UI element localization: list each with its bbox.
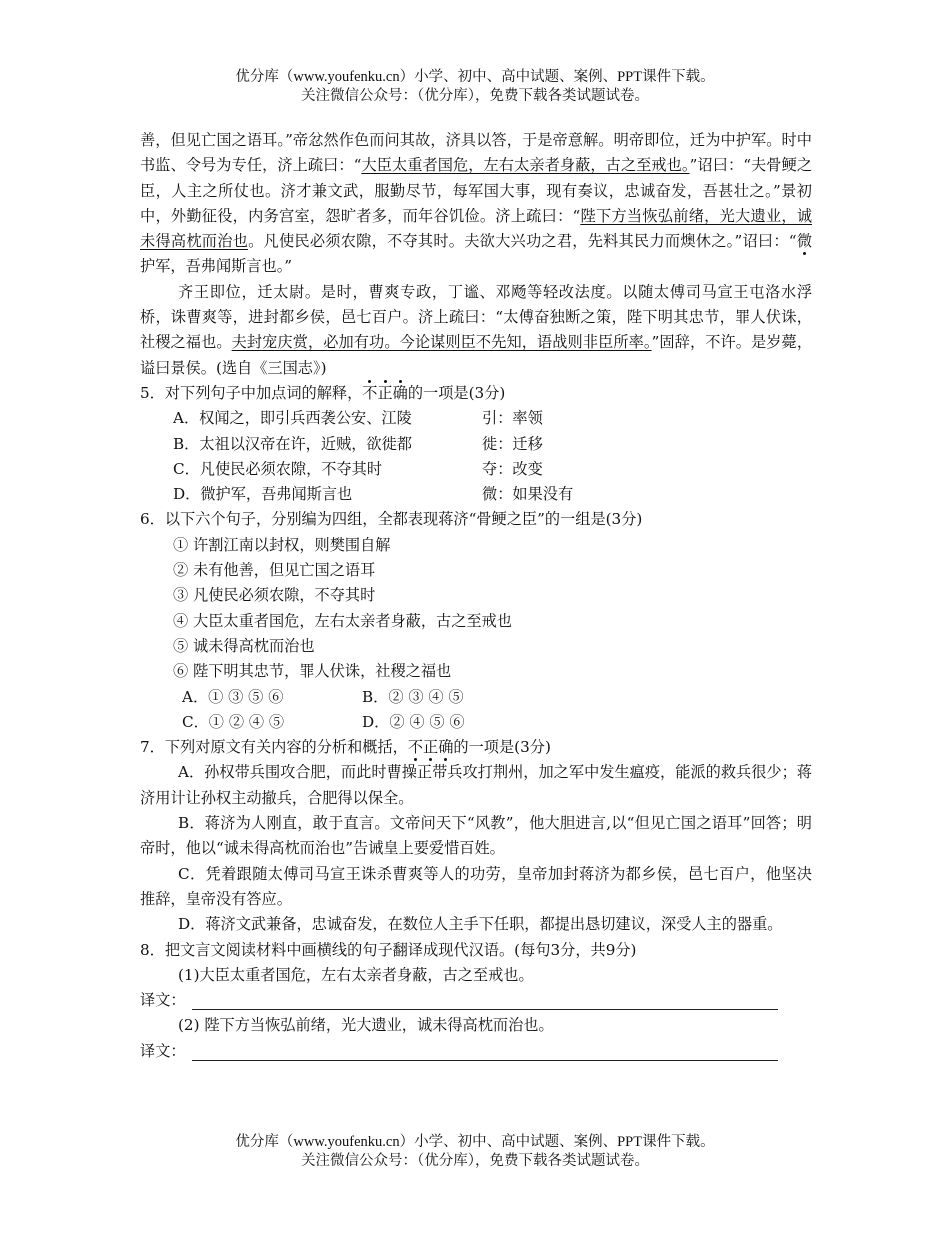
question-7-option-c: C．凭着跟随太傅司马宣王诛杀曹爽等人的功劳，皇帝加封蒋济为都乡侯，邑七百户，他坚决推辞，皇帝没有答应。 xyxy=(140,864,812,908)
emphasis-dot-char: 不 xyxy=(407,738,424,757)
underlined-sentence-3: 夫封宠庆赏，必加有功。今论谋则臣不先知，语战则非臣所率。 xyxy=(231,333,652,352)
option-sentence: B．太祖以汉帝在许，近贼，欲徙都 xyxy=(173,434,412,453)
option-sentence: A．权闻之，即引兵西袭公安、江陵 xyxy=(173,409,412,428)
passage-paragraph-2 xyxy=(140,280,812,381)
option-gloss: 徙：迁移 xyxy=(482,434,543,453)
footer-line-2: 关注微信公众号：（优分库），免费下载各类试题试卷。 xyxy=(301,1153,649,1169)
emphasis-dot-char: 不 xyxy=(362,383,378,402)
question-6-item-4: ④ 大臣太重者国危，左右太亲者身蔽，古之至戒也 xyxy=(173,611,512,630)
underlined-sentence-2: 陛下方当恢弘前绪，光大遗业，诚未得高枕而治也 xyxy=(140,206,813,251)
question-text: 的一项是(3分) xyxy=(453,738,551,757)
choice-d: D．② ④ ⑤ ⑥ xyxy=(362,712,465,731)
translation-line-2[interactable] xyxy=(140,1039,812,1064)
question-6-choices-row-2 xyxy=(140,710,812,735)
answer-blank[interactable] xyxy=(192,1060,778,1061)
passage-text: 护军，吾弗闻斯言也。” xyxy=(140,257,293,276)
question-5-option-a xyxy=(140,406,812,431)
question-5-option-b xyxy=(140,432,812,457)
question-7-option-d: D．蒋济文武兼备，忠诚奋发，在数位人主手下任职，都提出恳切建议，深受人主的器重。 xyxy=(178,915,783,934)
choice-c: C．① ② ④ ⑤ xyxy=(182,712,285,731)
passage-text: 善，但见亡国之语耳。”帝忿然作色而问其故，济具以答，于是帝意解。明帝即位，迁为中护军。时中书监、令号为专任，济上疏曰：“ xyxy=(140,131,812,175)
passage-text: ”诏曰：“夫骨鲠之臣，人主之所仗也。济才兼文武，服勤尽节，每军国大事，现有奏议，忠诚奋发，吾甚壮之。”景初中，外勤征役，内务宫室，怨旷者多，而年谷饥俭。济上疏曰：“ xyxy=(140,156,813,225)
dotted-character: 微 xyxy=(796,232,812,251)
question-8-stem: 8．把文言文阅读材料中画横线的句子翻译成现代汉语。(每句3分，共9分) xyxy=(140,940,637,959)
question-5-option-d xyxy=(140,482,812,507)
translation-label: 译文： xyxy=(140,991,186,1010)
question-6-item-6: ⑥ 陛下明其忠节，罪人伏诛，社稷之福也 xyxy=(173,662,452,681)
passage-text: 齐王即位，迁太尉。是时，曹爽专政，丁谧、邓飏等轻改法度。以随太傅司马宣王屯洛水浮桥，诛曹爽等，进封都乡侯，邑七百户。济上疏曰：“太傅奋独断之策，陛下明其忠节，罪人伏诛，社稷之福也。 xyxy=(140,282,812,352)
passage-text: ”固辞，不许。是岁薨，谥曰景侯。(选自《三国志》) xyxy=(140,333,813,377)
question-7-option-b: B．蒋济为人刚直，敢于直言。文帝问天下“风教”，他大胆进言,以“但见亡国之语耳”回答；明帝时，他以“诚未得高枕而治也”告诫皇上要爱惜百姓。 xyxy=(140,814,812,858)
header-line-2: 关注微信公众号：（优分库），免费下载各类试题试卷。 xyxy=(301,88,649,104)
question-7-stem xyxy=(140,735,812,760)
translation-label: 译文： xyxy=(140,1041,186,1060)
page-footer xyxy=(0,1133,950,1171)
exam-content xyxy=(140,128,812,1064)
passage-paragraph-1 xyxy=(140,128,812,280)
question-text: 7．下列对原文有关内容的分析和概括， xyxy=(140,738,408,757)
option-sentence: D．微护军，吾弗闻斯言也 xyxy=(173,485,353,504)
question-6-item-2: ② 未有他善，但见亡国之语耳 xyxy=(173,561,376,580)
underlined-sentence-1: 大臣太重者国危，左右太亲者身蔽，古之至戒也。 xyxy=(361,156,690,175)
footer-line-1: 优分库（www.youfenku.cn）小学、初中、高中试题、案例、PPT课件下载。 xyxy=(235,1134,715,1150)
question-7-option-a: A．孙权带兵围攻合肥，而此时曹操正带兵攻打荆州，加之军中发生瘟疫，能派的救兵很少；蒋济用计让孙权主动撤兵，合肥得以保全。 xyxy=(140,763,812,807)
choice-a: A．① ③ ⑤ ⑥ xyxy=(182,687,284,706)
header-line-1: 优分库（www.youfenku.cn）小学、初中、高中试题、案例、PPT课件下载。 xyxy=(235,69,715,85)
option-gloss: 夺：改变 xyxy=(482,459,543,478)
question-text: 5．对下列句子中加点词的解释， xyxy=(140,383,363,402)
choice-b: B．② ③ ④ ⑤ xyxy=(362,687,464,706)
question-5-option-c xyxy=(140,457,812,482)
option-gloss: 微：如果没有 xyxy=(482,485,574,504)
emphasis-dot-char: 正 xyxy=(377,383,393,402)
option-sentence: C．凡使民必须农隙，不夺其时 xyxy=(173,459,383,478)
question-6-item-1: ① 许割江南以封权，则樊围自解 xyxy=(173,535,391,554)
question-6-item-3: ③ 凡使民必须农隙，不夺其时 xyxy=(173,586,376,605)
emphasis-dot-char: 正 xyxy=(423,738,439,757)
emphasis-dot-char: 确 xyxy=(438,738,454,757)
question-8-sentence-1: (1)大臣太重者国危，左右太亲者身蔽，古之至戒也。 xyxy=(178,965,534,984)
question-6-choices-row-1 xyxy=(140,685,812,710)
emphasis-dot-char: 确 xyxy=(392,383,408,402)
question-5-stem xyxy=(140,381,812,406)
answer-blank[interactable] xyxy=(192,1009,778,1010)
passage-text: 。凡使民必须农隙，不夺其时。夫欲大兴功之君，先料其民力而燠休之。”诏曰：“ xyxy=(248,232,797,251)
question-6-item-5: ⑤ 诚未得高枕而治也 xyxy=(173,636,315,655)
question-text: 的一项是(3分) xyxy=(407,383,506,402)
page-header xyxy=(0,68,950,106)
option-gloss: 引：率领 xyxy=(482,409,543,428)
translation-line-1[interactable] xyxy=(140,988,812,1013)
question-8-sentence-2: (2) 陛下方当恢弘前绪，光大遗业，诚未得高枕而治也。 xyxy=(178,1016,554,1035)
question-6-stem: 6．以下六个句子，分别编为四组，全都表现蒋济“骨鲠之臣”的一组是(3分) xyxy=(140,510,643,529)
